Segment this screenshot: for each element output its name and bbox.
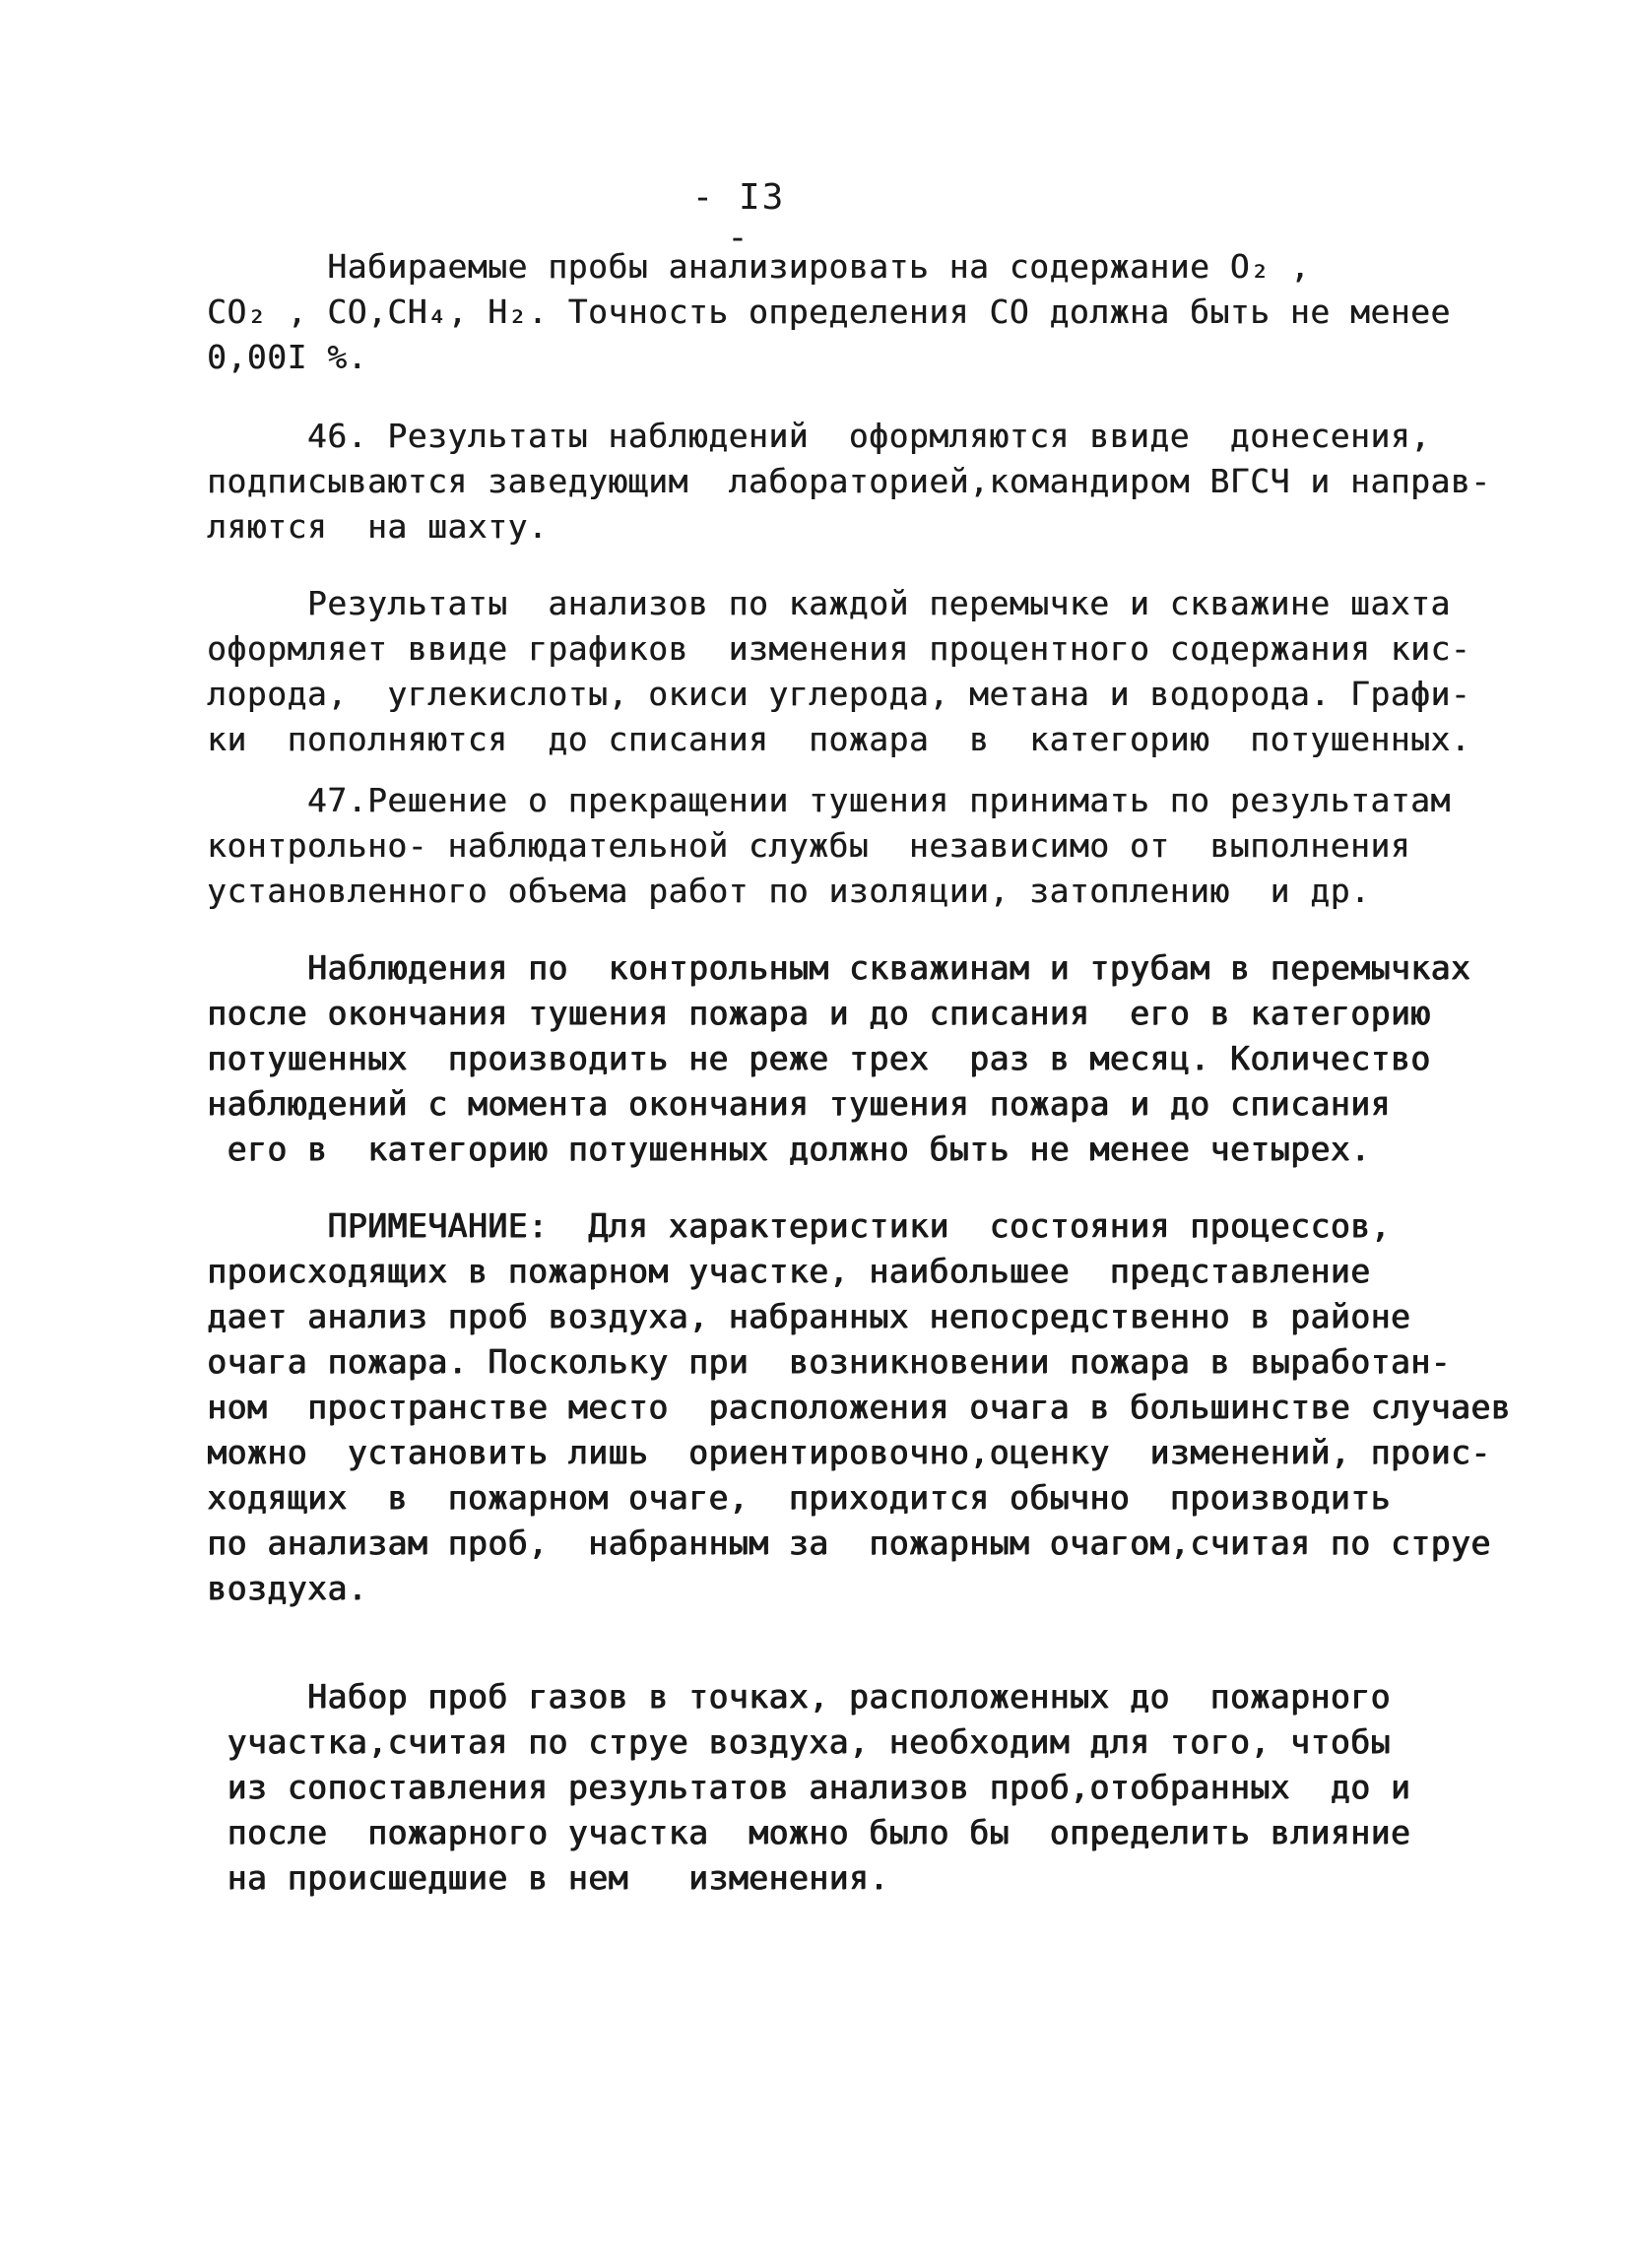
text-line: CO₂ , CO,CH₄, H₂. Точность определения CO должна быть не менее <box>207 292 1451 331</box>
paragraph-47 <box>207 778 1451 914</box>
text-line: дает анализ проб воздуха, набранных непосредственно в районе <box>207 1297 1411 1335</box>
paragraph-observations <box>207 945 1470 1172</box>
text-line: его в категорию потушенных должно быть не менее четырех. <box>207 1130 1371 1168</box>
page-number: - I3 - <box>691 177 786 258</box>
text-line: можно установить лишь ориентировочно,оценку изменений, проис- <box>207 1433 1491 1471</box>
text-line: из сопоставления результатов анализов проб,отобранных до и <box>207 1768 1411 1806</box>
text-line: потушенных производить не реже трех раз в месяц. Количество <box>207 1039 1431 1077</box>
text-line: наблюдений с момента окончания тушения пожара и до списания <box>207 1084 1391 1123</box>
text-line: по анализам проб, набранным за пожарным очагом,считая по струе <box>207 1523 1491 1562</box>
text-line: подписываются заведующим лабораторией,командиром ВГСЧ и направ- <box>207 462 1491 500</box>
paragraph-sample-analysis <box>207 244 1451 380</box>
text-line: ПРИМЕЧАНИЕ: Для характеристики состояния процессов, <box>207 1206 1391 1245</box>
text-line: 46. Результаты наблюдений оформляются ввиде донесения, <box>207 417 1431 455</box>
text-line: ляются на шахту. <box>207 507 549 546</box>
paragraph-gas-sampling <box>207 1674 1410 1901</box>
text-line: оформляет ввиде графиков изменения процентного содержания кис- <box>207 629 1471 668</box>
text-line: воздуха. <box>207 1569 367 1607</box>
text-line: ки пополняются до списания пожара в категорию потушенных. <box>207 720 1471 758</box>
text-line: Наблюдения по контрольным скважинам и трубам в перемычках <box>207 948 1471 987</box>
paragraph-46 <box>207 414 1491 550</box>
text-line: 47.Решение о прекращении тушения принимать по результатам <box>207 781 1451 819</box>
text-line: Набираемые пробы анализировать на содержание O₂ , <box>207 247 1311 286</box>
text-line: лорода, углекислоты, окиси углерода, метана и водорода. Графи- <box>207 675 1471 713</box>
text-line: контрольно- наблюдательной службы независимо от выполнения <box>207 826 1411 865</box>
text-line: Результаты анализов по каждой перемычке и скважине шахта <box>207 584 1451 622</box>
text-line: происходящих в пожарном участке, наибольшее представление <box>207 1252 1371 1290</box>
text-line: на происшедшие в нем изменения. <box>207 1858 889 1897</box>
text-line: 0,00I %. <box>207 338 367 376</box>
text-line: участка,считая по струе воздуха, необходим для того, чтобы <box>207 1722 1391 1761</box>
paragraph-results-graphs <box>207 581 1470 762</box>
paragraph-note <box>207 1203 1511 1611</box>
text-line: ходящих в пожарном очаге, приходится обычно производить <box>207 1478 1391 1517</box>
text-line: ном пространстве место расположения очага в большинстве случаев <box>207 1388 1511 1426</box>
text-line: после пожарного участка можно было бы определить влияние <box>207 1813 1411 1851</box>
text-line: установленного объема работ по изоляции, затоплению и др. <box>207 872 1371 910</box>
text-line: Набор проб газов в точках, расположенных до пожарного <box>207 1677 1391 1716</box>
text-line: после окончания тушения пожара и до списания его в категорию <box>207 994 1431 1032</box>
text-line: очага пожара. Поскольку при возникновении пожара в выработан- <box>207 1342 1451 1381</box>
